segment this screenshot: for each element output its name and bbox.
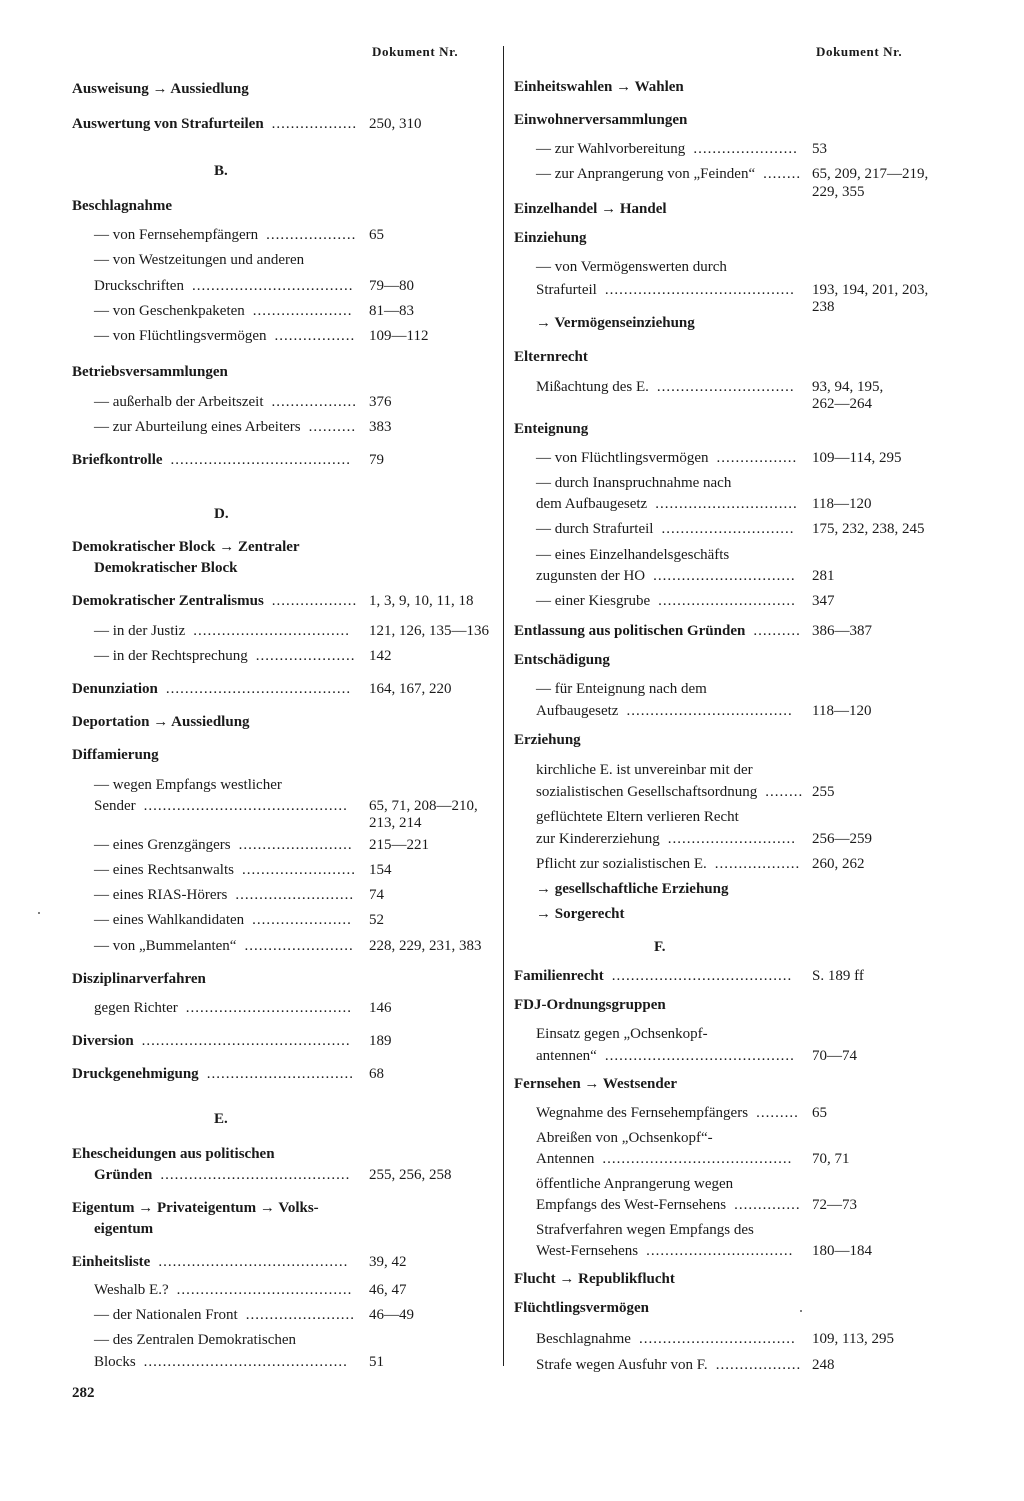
index-heading [514, 996, 666, 1014]
index-subentry [94, 836, 231, 854]
dot-leader: .............. [734, 1197, 801, 1213]
entry-text: — durch Strafurteil [536, 521, 654, 537]
page-reference: 109, 113, 295 [812, 1331, 894, 1347]
entry-text: Denunziation [72, 681, 158, 697]
entry-text: — wegen Empfangs westlicher [94, 777, 282, 793]
entry-text: West-Fernsehens [536, 1243, 639, 1259]
index-heading [514, 1299, 649, 1317]
index-heading [72, 115, 264, 133]
entry-text: — der Nationalen Front [94, 1307, 238, 1323]
index-heading [72, 1253, 150, 1271]
page-reference: 255 [812, 784, 835, 800]
dot-leader: ................. [274, 328, 356, 344]
dot-leader: ........................ [238, 837, 353, 853]
index-heading [72, 746, 159, 764]
page-reference: 146 [369, 1000, 392, 1016]
dot-leader: ....................... [245, 1307, 355, 1323]
column-header-left: Dokument Nr. [372, 44, 459, 59]
index-subentry [94, 937, 236, 955]
index-subentry [94, 999, 178, 1017]
dot-leader: ........................ [241, 862, 356, 878]
index-heading [514, 1270, 675, 1288]
entry-text: — eines Einzelhandelsgeschäfts [536, 547, 730, 563]
index-subentry [536, 808, 739, 826]
dot-leader: ........................................ [158, 1254, 349, 1270]
index-subentry [536, 1221, 754, 1239]
index-heading [72, 1199, 319, 1217]
entry-text: — von Vermögenswerten durch [536, 259, 727, 275]
index-heading [514, 731, 581, 749]
entry-text: Enteignung [514, 421, 589, 437]
page-reference: 262—264 [812, 396, 872, 412]
index-subentry [94, 1306, 238, 1324]
index-heading [72, 1145, 275, 1163]
entry-text: Beschlagnahme [72, 198, 173, 214]
index-subentry [536, 378, 649, 396]
page-reference: 118—120 [812, 703, 872, 719]
entry-text: Sender [94, 798, 136, 814]
index-heading [72, 197, 172, 215]
index-heading [72, 680, 158, 698]
page-reference: 248 [812, 1357, 835, 1373]
entry-text: Einsatz gegen „Ochsenkopf- [536, 1026, 708, 1042]
entry-text: gegen Richter [94, 1000, 178, 1016]
index-heading [514, 111, 687, 129]
entry-text: — eines RIAS-Hörers [94, 887, 228, 903]
entry-text: Einzelhandel → Handel [514, 201, 667, 217]
index-subentry [536, 855, 707, 873]
dot-leader: .................................. [191, 278, 354, 294]
entry-text: zur Kindererziehung [536, 831, 660, 847]
page-reference: 213, 214 [369, 815, 422, 831]
index-subentry [536, 1129, 713, 1147]
entry-text: geflüchtete Eltern verlieren Recht [536, 809, 739, 825]
entry-text: — für Enteignung nach dem [536, 681, 707, 697]
entry-text: Demokratischer Block [94, 560, 238, 576]
dot-leader: ........................................... [143, 798, 348, 814]
index-subentry [536, 567, 645, 585]
entry-text: Einziehung [514, 230, 587, 246]
page-reference: 193, 194, 201, 203, [812, 282, 929, 298]
page-reference: 52 [369, 912, 384, 928]
index-subentry [94, 886, 227, 904]
entry-text: — einer Kiesgrube [536, 593, 651, 609]
entry-text: — eines Rechtsanwalts [94, 862, 234, 878]
dot-leader: ................................. [193, 623, 350, 639]
entry-text: Ehescheidungen aus politischen [72, 1146, 275, 1162]
entry-text: Auswertung von Strafurteilen [72, 116, 264, 132]
entry-text: Strafurteil [536, 282, 597, 298]
dot-leader: ............................................ [141, 1033, 351, 1049]
entry-text: Gründen [94, 1167, 153, 1183]
page-reference: 109—112 [369, 328, 429, 344]
page-reference: 189 [369, 1033, 392, 1049]
index-subentry [536, 258, 727, 276]
column-header-right: Dokument Nr. [816, 44, 903, 59]
dot-leader: .................. [271, 116, 358, 132]
page-reference: 154 [369, 862, 392, 878]
entry-text: Weshalb E.? [94, 1282, 169, 1298]
page-reference: 383 [369, 419, 392, 435]
entry-text: Deportation → Aussiedlung [72, 714, 250, 730]
entry-text: — von Westzeitungen und anderen [94, 252, 305, 268]
index-subentry [94, 327, 267, 345]
index-heading [72, 592, 264, 610]
index-subentry [536, 140, 685, 158]
entry-text: Ausweisung → Aussiedlung [72, 81, 249, 97]
page-reference: 142 [369, 648, 392, 664]
index-heading [514, 1075, 677, 1093]
page-reference: 238 [812, 299, 835, 315]
entry-text: Blocks [94, 1354, 136, 1370]
entry-text: sozialistischen Gesellschaftsordnung [536, 784, 758, 800]
dot-leader: .................. [715, 1357, 802, 1373]
entry-text: zugunsten der HO [536, 568, 646, 584]
index-subentry [94, 776, 282, 794]
dot-leader: ..................... [252, 912, 352, 928]
index-heading [514, 622, 745, 640]
entry-text: Flüchtlingsvermögen [514, 1300, 649, 1316]
dot-leader: .......... [753, 623, 801, 639]
print-speck [38, 912, 40, 914]
entry-text: Flucht → Republikflucht [514, 1271, 675, 1287]
entry-text: — zur Aburteilung eines Arbeiters [94, 419, 301, 435]
dot-leader: ..................... [255, 648, 356, 664]
entry-text: — von Flüchtlingsvermögen [94, 328, 267, 344]
page-reference: 386—387 [812, 623, 872, 639]
index-subentry [536, 1242, 638, 1260]
page-reference: 74 [369, 887, 384, 903]
page-reference: 70—74 [812, 1048, 857, 1064]
entry-text: Abreißen von „Ochsenkopf“- [536, 1130, 713, 1146]
entry-text: Entlassung aus politischen Gründen [514, 623, 746, 639]
index-subentry [536, 520, 653, 538]
page-reference: 79 [369, 452, 384, 468]
entry-text: — eines Wahlkandidaten [94, 912, 245, 928]
entry-text: Mißachtung des E. [536, 379, 649, 395]
page-reference: 180—184 [812, 1243, 872, 1259]
index-heading [94, 559, 237, 577]
entry-text: Strafe wegen Ausfuhr von F. [536, 1357, 708, 1373]
index-heading [536, 314, 695, 332]
page-reference: 79—80 [369, 278, 414, 294]
page-reference: 376 [369, 394, 392, 410]
dot-leader: ........................................ [604, 282, 795, 298]
section-letter [214, 162, 228, 180]
entry-text: Eigentum → Privateigentum → Volks- [72, 1200, 319, 1216]
entry-text: öffentliche Anprangerung wegen [536, 1176, 734, 1192]
index-subentry [94, 1281, 169, 1299]
index-subentry [94, 418, 301, 436]
entry-text: Empfangs des West-Fernsehens [536, 1197, 727, 1213]
dot-leader: ................. [716, 450, 798, 466]
index-heading [72, 538, 300, 556]
index-subentry [536, 1175, 733, 1193]
page-reference: 121, 126, 135—136 [369, 623, 489, 639]
dot-leader: ........................................... [143, 1354, 348, 1370]
section-letter [654, 938, 666, 956]
page-reference: 175, 232, 238, 245 [812, 521, 925, 537]
dot-leader: ..................... [252, 303, 353, 319]
index-subentry [94, 647, 248, 665]
index-subentry [94, 226, 258, 244]
index-subentry [536, 1356, 708, 1374]
page-reference: 46, 47 [369, 1282, 407, 1298]
index-subentry [536, 830, 660, 848]
dot-leader: ..................................... [176, 1282, 353, 1298]
entry-text: Pflicht zur sozialistischen E. [536, 856, 707, 872]
page-reference: 281 [812, 568, 835, 584]
index-subentry [536, 281, 597, 299]
entry-text: Aufbaugesetz [536, 703, 619, 719]
index-heading [536, 880, 728, 898]
page-reference: 260, 262 [812, 856, 865, 872]
entry-text: Druckschriften [94, 278, 184, 294]
dot-leader: .............................. [653, 568, 796, 584]
page-reference: 46—49 [369, 1307, 414, 1323]
page-reference: 65 [812, 1105, 827, 1121]
section-letter [214, 505, 229, 523]
entry-text: Einwohnerversammlungen [514, 112, 688, 128]
page-reference: 81—83 [369, 303, 414, 319]
index-subentry [94, 393, 264, 411]
page-reference: 255, 256, 258 [369, 1167, 452, 1183]
entry-text: → Vermögenseinziehung [536, 315, 695, 331]
index-heading [514, 78, 684, 96]
entry-text: — von „Bummelanten“ [94, 938, 237, 954]
dot-leader: .................. [714, 856, 801, 872]
entry-text: Elternrecht [514, 349, 588, 365]
entry-text: Demokratischer Zentralismus [72, 593, 264, 609]
entry-text: — von Flüchtlingsvermögen [536, 450, 709, 466]
entry-text: Einheitswahlen → Wahlen [514, 79, 684, 95]
dot-leader: ...................................... [170, 452, 352, 468]
index-heading [72, 1065, 199, 1083]
page-reference: 228, 229, 231, 383 [369, 938, 482, 954]
index-heading [94, 1220, 153, 1238]
page-reference: 39, 42 [369, 1254, 407, 1270]
dot-leader: ............................ [661, 521, 795, 537]
index-subentry [536, 1330, 631, 1348]
index-subentry [94, 251, 304, 269]
index-subentry [536, 495, 647, 513]
dot-leader: ........................................ [602, 1151, 793, 1167]
index-heading [72, 80, 249, 98]
entry-text: Antennen [536, 1151, 595, 1167]
dot-leader: ............................... [646, 1243, 794, 1259]
index-heading [72, 451, 163, 469]
index-subentry [536, 761, 753, 779]
index-heading [72, 363, 228, 381]
dot-leader: ................................... [185, 1000, 352, 1016]
dot-leader: .............................. [655, 496, 798, 512]
dot-leader: ......................... [235, 887, 355, 903]
index-subentry [94, 1353, 136, 1371]
dot-leader: ....................... [244, 938, 354, 954]
entry-text: Diversion [72, 1033, 134, 1049]
page-reference: 250, 310 [369, 116, 422, 132]
dot-leader: ........................................ [160, 1167, 351, 1183]
page-reference: 256—259 [812, 831, 872, 847]
entry-text: Fernsehen → Westsender [514, 1076, 678, 1092]
index-heading [514, 967, 604, 985]
page-reference: 109—114, 295 [812, 450, 902, 466]
index-subentry [536, 1150, 594, 1168]
entry-text: — zur Anprangerung von „Feinden“ [536, 166, 756, 182]
dot-leader: ............................. [656, 379, 795, 395]
index-subentry [94, 277, 184, 295]
entry-text: antennen“ [536, 1048, 597, 1064]
page-reference: 53 [812, 141, 827, 157]
page-reference: 72—73 [812, 1197, 857, 1213]
entry-text: Einheitsliste [72, 1254, 151, 1270]
entry-text: Entschädigung [514, 652, 610, 668]
entry-text: FDJ-Ordnungsgruppen [514, 997, 666, 1013]
entry-text: Druckgenehmigung [72, 1066, 199, 1082]
index-subentry [536, 783, 757, 801]
index-subentry [536, 546, 729, 564]
dot-leader: .................. [271, 394, 358, 410]
entry-text: — in der Justiz [94, 623, 186, 639]
index-heading [536, 905, 624, 923]
page-reference: 51 [369, 1354, 384, 1370]
entry-text: — von Fernsehempfängern [94, 227, 259, 243]
entry-text: Erziehung [514, 732, 581, 748]
index-subentry [536, 1025, 708, 1043]
page-reference: 215—221 [369, 837, 429, 853]
entry-text: → Sorgerecht [536, 906, 625, 922]
entry-text: Wegnahme des Fernsehempfängers [536, 1105, 749, 1121]
page-reference: 68 [369, 1066, 384, 1082]
entry-text: Disziplinarverfahren [72, 971, 206, 987]
entry-text: — außerhalb der Arbeitszeit [94, 394, 264, 410]
entry-text: — durch Inanspruchnahme nach [536, 475, 732, 491]
dot-leader: ............................. [658, 593, 796, 609]
dot-leader: ........................... [667, 831, 796, 847]
entry-text: Strafverfahren wegen Empfangs des [536, 1222, 754, 1238]
section-letter [214, 1110, 228, 1128]
page-reference: S. 189 ff [812, 968, 864, 984]
print-speck [800, 1310, 802, 1312]
entry-text: dem Aufbaugesetz [536, 496, 648, 512]
entry-text: — eines Grenzgängers [94, 837, 231, 853]
dot-leader: ...................................... [611, 968, 793, 984]
page-reference: 347 [812, 593, 835, 609]
dot-leader: ................................... [626, 703, 793, 719]
section-letter-text: D. [214, 506, 229, 522]
index-subentry [536, 702, 618, 720]
index-subentry [94, 302, 245, 320]
entry-text: — in der Rechtsprechung [94, 648, 248, 664]
entry-text: Diffamierung [72, 747, 159, 763]
index-heading [514, 651, 610, 669]
index-subentry [536, 1104, 748, 1122]
index-subentry [536, 592, 650, 610]
index-heading [72, 713, 250, 731]
dot-leader: ......... [756, 1105, 799, 1121]
index-subentry [536, 1196, 726, 1214]
page-reference: 65, 209, 217—219, [812, 166, 929, 182]
entry-text: Betriebsversammlungen [72, 364, 228, 380]
dot-leader: ................... [266, 227, 357, 243]
page-reference: 65 [369, 227, 384, 243]
index-subentry [536, 680, 707, 698]
dot-leader: ...................... [693, 141, 798, 157]
entry-text: — des Zentralen Demokratischen [94, 1332, 297, 1348]
index-heading [514, 200, 667, 218]
page-reference: 93, 94, 195, [812, 379, 884, 395]
entry-text: Familienrecht [514, 968, 604, 984]
index-heading [72, 970, 206, 988]
index-heading [514, 420, 588, 438]
entry-text: eigentum [94, 1221, 154, 1237]
entry-text: Demokratischer Block → Zentraler [72, 539, 300, 555]
dot-leader: ........................................ [604, 1048, 795, 1064]
index-heading [514, 229, 587, 247]
section-letter-text: B. [214, 163, 228, 179]
index-heading [94, 1166, 152, 1184]
index-subentry [536, 449, 709, 467]
section-letter-text: F. [654, 939, 666, 955]
entry-text: → gesellschaftliche Erziehung [536, 881, 729, 897]
index-subentry [536, 1047, 597, 1065]
entry-text: — zur Wahlvorbereitung [536, 141, 686, 157]
page-number: 282 [72, 1385, 95, 1401]
page-reference: 1, 3, 9, 10, 11, 18 [369, 593, 474, 609]
index-subentry [536, 165, 755, 183]
page-reference: 164, 167, 220 [369, 681, 452, 697]
index-subentry [94, 797, 136, 815]
dot-leader: .................. [271, 593, 358, 609]
entry-text: — von Geschenkpaketen [94, 303, 245, 319]
index-heading [514, 348, 588, 366]
index-subentry [94, 622, 185, 640]
dot-leader: ............................... [206, 1066, 354, 1082]
dot-leader: .......... [308, 419, 357, 435]
index-subentry [94, 1331, 296, 1349]
index-subentry [94, 911, 244, 929]
dot-leader: ................................. [638, 1331, 796, 1347]
page-reference: 229, 355 [812, 184, 865, 200]
dot-leader: ....................................... [165, 681, 352, 697]
index-subentry [94, 861, 234, 879]
column-divider [503, 46, 504, 1366]
section-letter-text: E. [214, 1111, 228, 1127]
entry-text: kirchliche E. ist unvereinbar mit der [536, 762, 753, 778]
index-heading [72, 1032, 134, 1050]
page-reference: 70, 71 [812, 1151, 850, 1167]
entry-text: Briefkontrolle [72, 452, 163, 468]
dot-leader: ........ [765, 784, 804, 800]
page-reference: 65, 71, 208—210, [369, 798, 478, 814]
entry-text: Beschlagnahme [536, 1331, 631, 1347]
page-reference: 118—120 [812, 496, 872, 512]
dot-leader: ........ [763, 166, 802, 182]
index-subentry [536, 474, 731, 492]
